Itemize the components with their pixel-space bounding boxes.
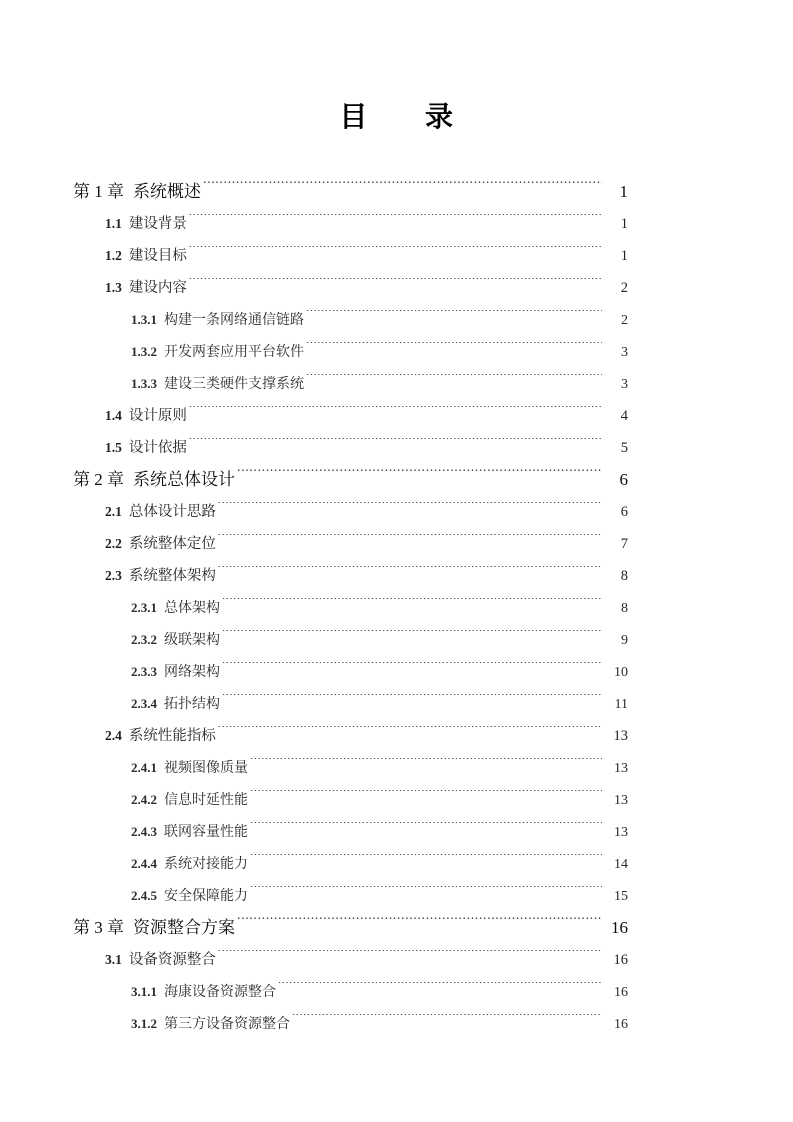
toc-entry[interactable] xyxy=(0,848,793,880)
toc-dot-leader xyxy=(250,886,602,900)
toc-dot-leader xyxy=(189,246,602,261)
toc-entry-page-number: 6 xyxy=(620,504,628,520)
toc-entry[interactable] xyxy=(0,752,793,784)
toc-entry-label: 设备资源整合 xyxy=(128,952,216,968)
toc-entry-label: 系统整体定位 xyxy=(128,536,216,552)
toc-entry-page-number: 3 xyxy=(621,345,628,360)
toc-entry-number: 第 3 章 xyxy=(73,918,124,937)
toc-entry[interactable] xyxy=(0,784,793,816)
toc-dot-leader xyxy=(189,406,602,421)
toc-entry-number: 2.4 xyxy=(105,728,122,743)
toc-entry-label: 构建一条网络通信链路 xyxy=(164,313,304,328)
toc-entry[interactable] xyxy=(0,208,793,240)
toc-entry-page-number: 4 xyxy=(620,408,628,424)
toc-entry-number: 1.3.2 xyxy=(131,344,157,359)
toc-dot-leader xyxy=(222,662,602,676)
toc-dot-leader xyxy=(189,214,602,229)
toc-entry[interactable] xyxy=(0,816,793,848)
toc-entry[interactable] xyxy=(0,432,793,464)
toc-entry[interactable] xyxy=(0,912,793,944)
toc-entry[interactable] xyxy=(0,464,793,496)
toc-dot-leader xyxy=(222,598,602,612)
toc-dot-leader xyxy=(218,726,602,741)
toc-entry-number: 1.2 xyxy=(105,248,122,263)
toc-dot-leader xyxy=(218,950,602,965)
toc-entry-page-number: 1 xyxy=(620,216,628,232)
toc-dot-leader xyxy=(306,310,602,324)
toc-entry-number: 2.4.5 xyxy=(131,888,157,903)
toc-entry-label: 系统对接能力 xyxy=(164,857,248,872)
toc-entry[interactable] xyxy=(0,688,793,720)
toc-entry-number: 1.3.1 xyxy=(131,312,157,327)
toc-entry[interactable] xyxy=(0,528,793,560)
toc-dot-leader xyxy=(222,694,602,708)
toc-entry-number: 2.2 xyxy=(105,536,122,551)
toc-entry[interactable] xyxy=(0,880,793,912)
toc-entry-page-number: 13 xyxy=(613,728,628,744)
toc-entry-page-number: 1 xyxy=(619,182,628,201)
toc-entry-label: 设计依据 xyxy=(128,440,187,456)
toc-entry-page-number: 16 xyxy=(611,918,628,937)
toc-entry-number: 2.4.1 xyxy=(131,760,157,775)
toc-entry-page-number: 13 xyxy=(614,761,628,776)
toc-entry-page-number: 15 xyxy=(614,889,628,904)
toc-entry-page-number: 8 xyxy=(621,601,628,616)
page-title: 目 录 xyxy=(339,100,454,133)
toc-entry-label: 建设三类硬件支撑系统 xyxy=(164,377,304,392)
toc-entry-page-number: 13 xyxy=(614,793,628,808)
toc-entry-number: 1.3.3 xyxy=(131,376,157,391)
toc-entry-label: 资源整合方案 xyxy=(133,918,235,937)
toc-entry-label: 网络架构 xyxy=(164,665,220,680)
toc-entry[interactable] xyxy=(0,400,793,432)
toc-entry-page-number: 7 xyxy=(620,536,628,552)
toc-dot-leader xyxy=(306,374,602,388)
toc-entry-number: 3.1 xyxy=(105,952,122,967)
toc-entry-label: 建设背景 xyxy=(128,216,187,232)
toc-entry[interactable] xyxy=(0,560,793,592)
toc-entry-label: 总体设计思路 xyxy=(128,504,216,520)
toc-entry-number: 2.4.4 xyxy=(131,856,157,871)
toc-dot-leader xyxy=(278,982,602,996)
toc-dot-leader xyxy=(222,630,602,644)
toc-entry-number: 第 2 章 xyxy=(73,470,124,489)
toc-entry[interactable] xyxy=(0,496,793,528)
toc-dot-leader xyxy=(237,916,602,933)
toc-entry-label: 系统总体设计 xyxy=(133,470,235,489)
toc-entry[interactable] xyxy=(0,624,793,656)
table-of-contents xyxy=(0,176,793,1040)
toc-entry-label: 视频图像质量 xyxy=(164,761,248,776)
toc-entry[interactable] xyxy=(0,304,793,336)
toc-entry-number: 2.4.2 xyxy=(131,792,157,807)
toc-entry-label: 开发两套应用平台软件 xyxy=(164,345,304,360)
toc-entry-number: 1.4 xyxy=(105,408,122,423)
toc-entry-page-number: 1 xyxy=(620,248,628,264)
toc-entry[interactable] xyxy=(0,976,793,1008)
toc-entry-number: 2.1 xyxy=(105,504,122,519)
toc-dot-leader xyxy=(250,790,602,804)
toc-entry-label: 海康设备资源整合 xyxy=(164,985,276,1000)
toc-entry[interactable] xyxy=(0,336,793,368)
toc-entry[interactable] xyxy=(0,368,793,400)
toc-entry-number: 3.1.1 xyxy=(131,984,157,999)
toc-entry-page-number: 11 xyxy=(614,697,628,712)
toc-entry-page-number: 14 xyxy=(614,857,628,872)
toc-entry-label: 第三方设备资源整合 xyxy=(164,1017,290,1032)
toc-entry-label: 建设内容 xyxy=(128,280,187,296)
toc-entry-number: 1.1 xyxy=(105,216,122,231)
toc-entry-number: 2.3.4 xyxy=(131,696,157,711)
toc-entry-label: 系统性能指标 xyxy=(128,728,216,744)
toc-entry-label: 级联架构 xyxy=(164,633,220,648)
toc-entry-label: 总体架构 xyxy=(164,601,220,616)
toc-entry-page-number: 10 xyxy=(614,665,628,680)
toc-dot-leader xyxy=(292,1014,602,1028)
toc-dot-leader xyxy=(218,502,602,517)
toc-entry-page-number: 5 xyxy=(620,440,628,456)
toc-entry[interactable] xyxy=(0,240,793,272)
toc-entry-label: 系统整体架构 xyxy=(128,568,216,584)
toc-dot-leader xyxy=(203,180,602,197)
toc-dot-leader xyxy=(237,468,602,485)
toc-entry-number: 2.3.3 xyxy=(131,664,157,679)
toc-entry-number: 3.1.2 xyxy=(131,1016,157,1031)
toc-entry-label: 拓扑结构 xyxy=(164,697,220,712)
toc-entry-number: 2.3 xyxy=(105,568,122,583)
toc-entry-label: 信息时延性能 xyxy=(164,793,248,808)
toc-entry-number: 第 1 章 xyxy=(73,182,124,201)
toc-entry-label: 联网容量性能 xyxy=(164,825,248,840)
toc-entry[interactable] xyxy=(0,272,793,304)
toc-entry[interactable] xyxy=(0,720,793,752)
toc-entry-page-number: 16 xyxy=(614,1017,628,1032)
toc-entry[interactable] xyxy=(0,1008,793,1040)
toc-dot-leader xyxy=(250,822,602,836)
toc-entry-page-number: 9 xyxy=(621,633,628,648)
toc-entry-number: 2.4.3 xyxy=(131,824,157,839)
toc-entry-number: 2.3.2 xyxy=(131,632,157,647)
toc-entry[interactable] xyxy=(0,176,793,208)
toc-entry-page-number: 2 xyxy=(621,313,628,328)
toc-dot-leader xyxy=(250,854,602,868)
toc-entry-page-number: 8 xyxy=(620,568,628,584)
toc-entry-page-number: 2 xyxy=(620,280,628,296)
toc-dot-leader xyxy=(250,758,602,772)
toc-entry-page-number: 3 xyxy=(621,377,628,392)
toc-entry[interactable] xyxy=(0,944,793,976)
toc-entry-page-number: 13 xyxy=(614,825,628,840)
toc-entry-label: 系统概述 xyxy=(133,182,201,201)
toc-entry-label: 建设目标 xyxy=(128,248,187,264)
toc-dot-leader xyxy=(306,342,602,356)
toc-dot-leader xyxy=(218,566,602,581)
toc-entry-label: 设计原则 xyxy=(128,408,187,424)
toc-dot-leader xyxy=(189,438,602,453)
toc-entry-page-number: 16 xyxy=(614,985,628,1000)
toc-entry[interactable] xyxy=(0,592,793,624)
toc-entry-number: 1.5 xyxy=(105,440,122,455)
toc-entry-page-number: 16 xyxy=(613,952,628,968)
toc-entry-page-number: 6 xyxy=(619,470,628,489)
toc-entry-number: 1.3 xyxy=(105,280,122,295)
toc-dot-leader xyxy=(189,278,602,293)
toc-dot-leader xyxy=(218,534,602,549)
toc-entry-number: 2.3.1 xyxy=(131,600,157,615)
toc-entry-label: 安全保障能力 xyxy=(164,889,248,904)
toc-entry[interactable] xyxy=(0,656,793,688)
